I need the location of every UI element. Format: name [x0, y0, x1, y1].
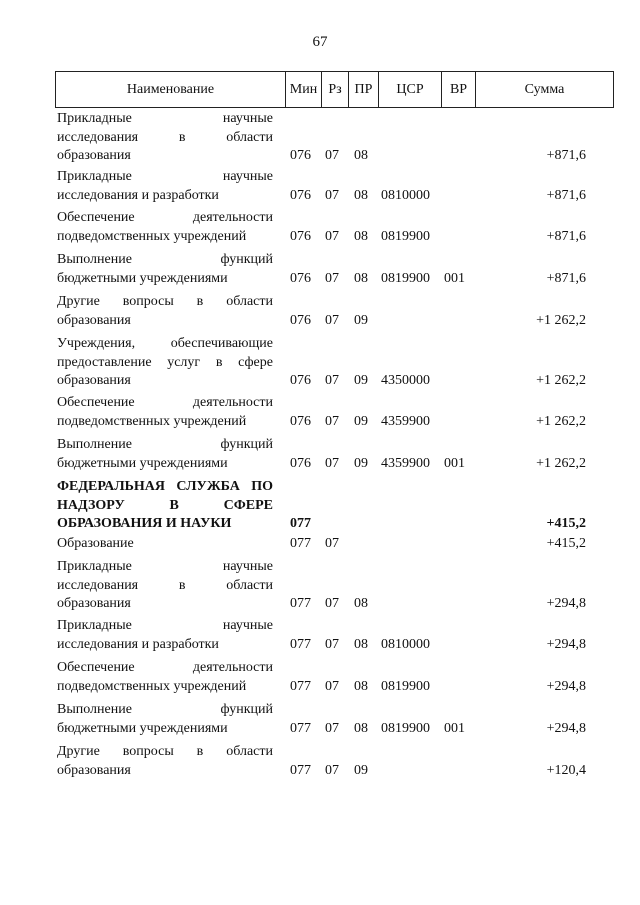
table-row	[0, 335, 640, 391]
cell-min: 076	[290, 413, 311, 429]
cell-min: 077	[290, 516, 311, 531]
cell-pr: 09	[354, 312, 368, 328]
cell-sum: +415,2	[546, 516, 586, 531]
cell-min: 076	[290, 312, 311, 328]
cell-rz: 07	[325, 413, 339, 429]
row-name-line: образования	[57, 762, 131, 778]
table-row	[0, 701, 640, 738]
cell-rz: 07	[325, 228, 339, 244]
row-name	[57, 209, 273, 246]
row-name-line: Выполнение функций	[57, 437, 273, 452]
row-name-line: подведомственных учреждений	[57, 678, 247, 694]
row-name-line: Прикладные научные	[57, 111, 273, 126]
cell-pr: 08	[354, 678, 368, 694]
row-name	[57, 535, 273, 554]
row-name-line: подведомственных учреждений	[57, 413, 247, 429]
table-header	[55, 71, 614, 108]
table-row	[0, 436, 640, 473]
cell-pr: 08	[354, 596, 368, 611]
cell-pr: 09	[354, 762, 368, 778]
cell-rz: 07	[325, 312, 339, 328]
row-name-line: образования	[57, 596, 131, 611]
cell-min: 076	[290, 373, 311, 388]
row-name-line: исследования и разработки	[57, 636, 219, 652]
row-name-line: образования	[57, 148, 131, 163]
cell-min: 077	[290, 720, 311, 736]
table-row	[0, 209, 640, 246]
row-name	[57, 168, 273, 205]
row-name-line: предоставление услуг в сфере	[57, 354, 273, 370]
table-row	[0, 168, 640, 205]
cell-pr: 08	[354, 270, 368, 286]
table-row	[0, 535, 640, 554]
row-name-line: исследования и разработки	[57, 187, 219, 203]
row-name-line: бюджетными учреждениями	[57, 270, 228, 286]
cell-min: 077	[290, 762, 311, 778]
cell-min: 077	[290, 636, 311, 652]
table-row	[0, 394, 640, 431]
row-name	[57, 335, 273, 391]
cell-rz: 07	[325, 720, 339, 736]
row-name	[57, 293, 273, 330]
cell-vr: 001	[444, 455, 465, 471]
cell-sum: +120,4	[546, 762, 586, 778]
row-name-line: Выполнение функций	[57, 702, 273, 717]
table-row	[0, 251, 640, 288]
cell-rz: 07	[325, 187, 339, 203]
header-vr: ВР	[441, 72, 475, 107]
cell-pr: 09	[354, 413, 368, 429]
cell-pr: 09	[354, 455, 368, 471]
cell-pr: 09	[354, 373, 368, 388]
cell-min: 076	[290, 228, 311, 244]
header-rz: Рз	[321, 72, 348, 107]
cell-min: 076	[290, 148, 311, 163]
cell-min: 077	[290, 536, 311, 551]
row-name-line: подведомственных учреждений	[57, 228, 247, 244]
row-name-line: бюджетными учреждениями	[57, 455, 228, 471]
row-name-line: Учреждения, обеспечивающие	[57, 336, 273, 351]
cell-pr: 08	[354, 636, 368, 652]
row-name-line: Выполнение функций	[57, 252, 273, 267]
table-row	[0, 743, 640, 780]
cell-sum: +294,8	[546, 636, 586, 652]
table-row	[0, 617, 640, 654]
cell-rz: 07	[325, 536, 339, 551]
cell-sum: +871,6	[546, 148, 586, 163]
cell-vr: 001	[444, 270, 465, 286]
cell-vr: 001	[444, 720, 465, 736]
row-name	[57, 617, 273, 654]
page-number: 67	[312, 34, 328, 50]
row-name	[57, 110, 273, 166]
row-name-line: ОБРАЗОВАНИЯ И НАУКИ	[57, 516, 232, 531]
cell-pr: 08	[354, 720, 368, 736]
row-name	[57, 558, 273, 614]
cell-rz: 07	[325, 636, 339, 652]
cell-sum: +294,8	[546, 720, 586, 736]
cell-rz: 07	[325, 455, 339, 471]
row-name-line: Обеспечение деятельности	[57, 395, 273, 410]
header-csr: ЦСР	[378, 72, 441, 107]
cell-csr: 0819900	[381, 720, 430, 736]
cell-sum: +1 262,2	[536, 455, 586, 471]
row-name-line: образования	[57, 373, 131, 388]
header-name: Наименование	[126, 82, 215, 97]
row-name	[57, 478, 273, 534]
cell-csr: 0819900	[381, 678, 430, 694]
row-name-line: НАДЗОРУ В СФЕРЕ	[57, 497, 273, 513]
cell-min: 076	[290, 270, 311, 286]
cell-rz: 07	[325, 762, 339, 778]
cell-rz: 07	[325, 596, 339, 611]
cell-min: 077	[290, 596, 311, 611]
row-name-line: Другие вопросы в области	[57, 294, 273, 309]
table-row	[0, 558, 640, 614]
table-row	[0, 478, 640, 534]
header-sum: Сумма	[475, 72, 613, 107]
row-name	[57, 251, 273, 288]
row-name-line: исследования в области	[57, 129, 273, 145]
row-name-line: Прикладные научные	[57, 169, 273, 184]
row-name-line: Обеспечение деятельности	[57, 660, 273, 675]
row-name	[57, 394, 273, 431]
row-name-line: Обеспечение деятельности	[57, 210, 273, 225]
cell-csr: 0819900	[381, 228, 430, 244]
cell-csr: 4350000	[381, 373, 430, 388]
row-name-line: исследования в области	[57, 577, 273, 593]
header-min: Мин	[285, 72, 321, 107]
cell-min: 076	[290, 187, 311, 203]
cell-csr: 4359900	[381, 455, 430, 471]
row-name	[57, 436, 273, 473]
cell-csr: 0810000	[381, 636, 430, 652]
cell-pr: 08	[354, 148, 368, 163]
cell-sum: +1 262,2	[536, 373, 586, 388]
row-name	[57, 743, 273, 780]
cell-pr: 08	[354, 228, 368, 244]
row-name-line: Прикладные научные	[57, 618, 273, 633]
table-row	[0, 110, 640, 166]
cell-csr: 0810000	[381, 187, 430, 203]
cell-rz: 07	[325, 270, 339, 286]
row-name	[57, 701, 273, 738]
cell-rz: 07	[325, 678, 339, 694]
row-name	[57, 659, 273, 696]
row-name-line: Образование	[57, 536, 134, 551]
cell-sum: +871,6	[546, 270, 586, 286]
row-name-line: образования	[57, 312, 131, 328]
cell-csr: 0819900	[381, 270, 430, 286]
cell-min: 077	[290, 678, 311, 694]
row-name-line: ФЕДЕРАЛЬНАЯ СЛУЖБА ПО	[57, 479, 273, 494]
cell-csr: 4359900	[381, 413, 430, 429]
cell-sum: +1 262,2	[536, 312, 586, 328]
cell-rz: 07	[325, 148, 339, 163]
table-row	[0, 293, 640, 330]
row-name-line: бюджетными учреждениями	[57, 720, 228, 736]
table-row	[0, 659, 640, 696]
cell-rz: 07	[325, 373, 339, 388]
cell-min: 076	[290, 455, 311, 471]
cell-sum: +1 262,2	[536, 413, 586, 429]
cell-sum: +294,8	[546, 596, 586, 611]
row-name-line: Другие вопросы в области	[57, 744, 273, 759]
cell-sum: +294,8	[546, 678, 586, 694]
cell-sum: +871,6	[546, 187, 586, 203]
cell-pr: 08	[354, 187, 368, 203]
row-name-line: Прикладные научные	[57, 559, 273, 574]
header-pr: ПР	[348, 72, 378, 107]
cell-sum: +871,6	[546, 228, 586, 244]
cell-sum: +415,2	[546, 536, 586, 551]
